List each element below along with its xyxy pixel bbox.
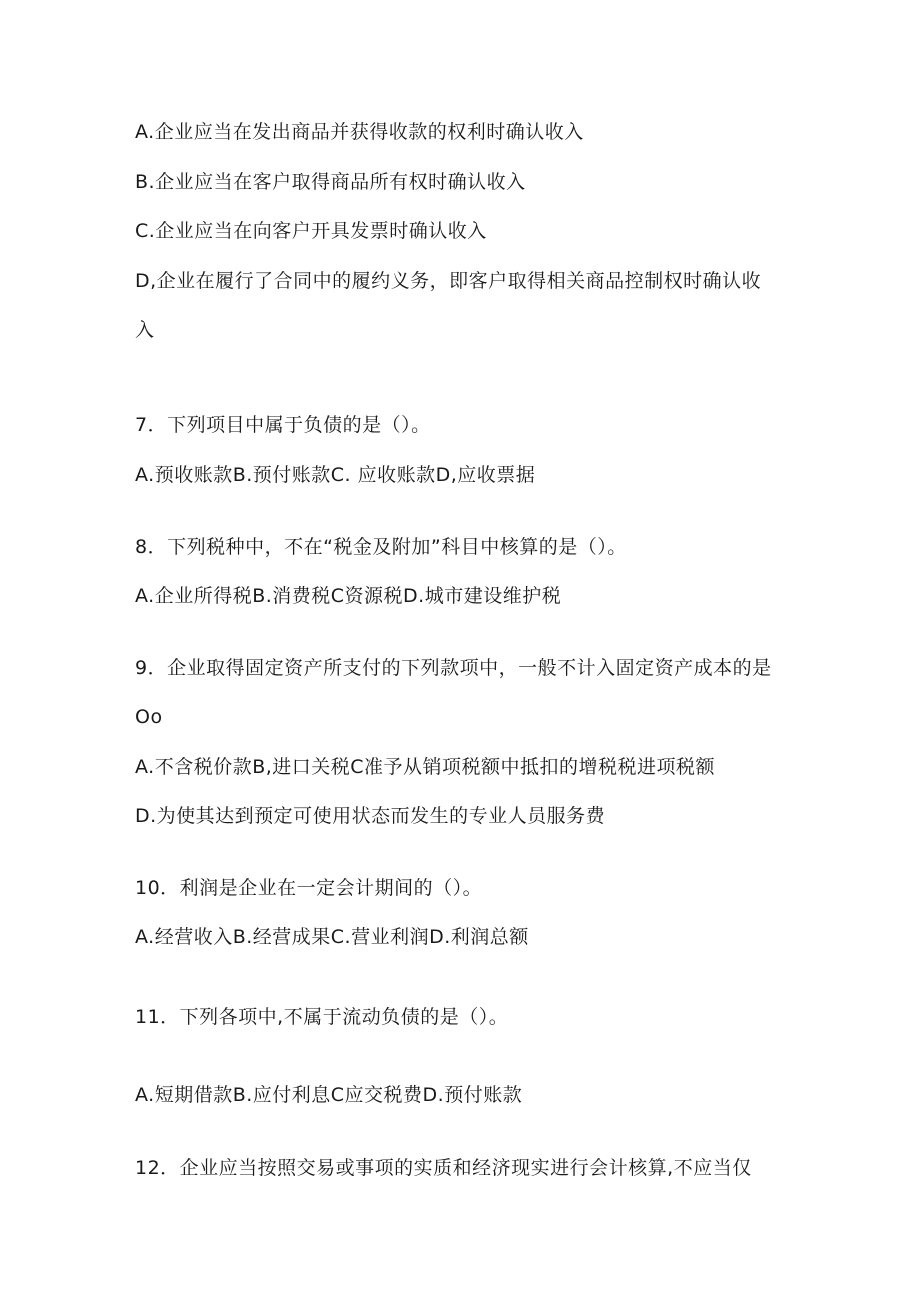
question-7: 7．下列项目中属于负债的是（）。 — [135, 414, 431, 436]
q6-option-b: B.企业应当在客户取得商品所有权时确认收入 — [135, 171, 526, 193]
q9-options: A.不含税价款B,进口关税C准予从销项税额中抵扣的增税税进项税额 — [135, 756, 716, 778]
q6-option-d-continued: 入 — [135, 319, 155, 341]
question-8: 8．下列税种中，不在“税金及附加”科目中核算的是（）。 — [135, 536, 627, 558]
q6-option-d: D,企业在履行了合同中的履约义务，即客户取得相关商品控制权时确认收 — [135, 270, 762, 292]
question-11: 11．下列各项中,不属于流动负债的是（）。 — [135, 1006, 509, 1028]
q8-options: A.企业所得税B.消费税C资源税D.城市建设维护税 — [135, 585, 562, 607]
q6-option-c: C.企业应当在向客户开具发票时确认收入 — [135, 220, 487, 242]
q6-option-a: A.企业应当在发出商品并获得收款的权利时确认收入 — [135, 121, 584, 143]
question-9: 9．企业取得固定资产所支付的下列款项中，一般不计入固定资产成本的是 — [135, 657, 772, 679]
q11-options: A.短期借款B.应付利息C应交税费D.预付账款 — [135, 1084, 523, 1106]
q10-options: A.经营收入B.经营成果C.营业利润D.利润总额 — [135, 926, 529, 948]
question-9-continued: Oo — [135, 706, 163, 728]
question-10: 10．利润是企业在一定会计期间的（）。 — [135, 877, 483, 899]
q9-option-d: D.为使其达到预定可使用状态而发生的专业人员服务费 — [135, 805, 606, 827]
q7-options: A.预收账款B.预付账款C. 应收账款D,应收票据 — [135, 464, 536, 486]
question-12: 12．企业应当按照交易或事项的实质和经济现实进行会计核算,不应当仅 — [135, 1157, 752, 1179]
